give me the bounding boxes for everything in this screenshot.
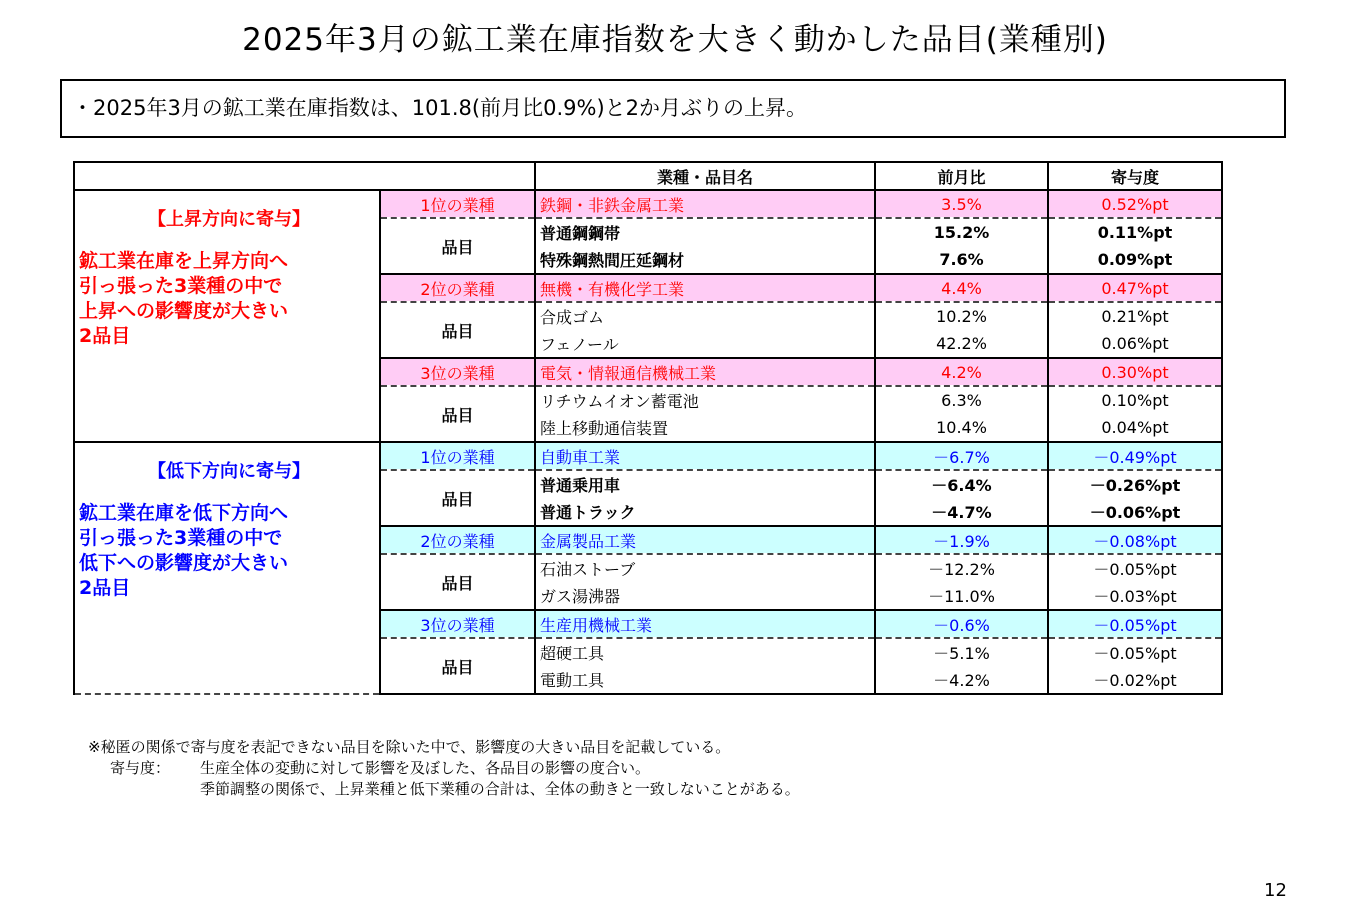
footnote-1: ※秘匿の関係で寄与度を表記できない品目を除いた中で、影響度の大きい品目を記載している。 bbox=[88, 738, 731, 756]
item-contrib: －0.05%pt bbox=[1048, 638, 1222, 666]
up-heading: 【上昇方向に寄与】 bbox=[148, 209, 310, 230]
table-row bbox=[74, 442, 1222, 470]
item-name: フェノール bbox=[535, 330, 875, 358]
up-body-line: 引っ張った3業種の中で bbox=[79, 275, 283, 297]
rank-label: 2位の業種 bbox=[380, 274, 535, 302]
items-label: 品目 bbox=[380, 218, 535, 274]
item-name: 電動工具 bbox=[535, 666, 875, 694]
item-contrib: 0.10%pt bbox=[1048, 386, 1222, 414]
down-body bbox=[79, 501, 379, 601]
down-heading: 【低下方向に寄与】 bbox=[148, 461, 310, 482]
down-description bbox=[74, 442, 380, 694]
header-contrib: 寄与度 bbox=[1048, 162, 1222, 190]
industry-contrib: 0.30%pt bbox=[1048, 358, 1222, 386]
item-name: 普通鋼鋼帯 bbox=[535, 218, 875, 246]
table-row bbox=[74, 190, 1222, 218]
industry-contrib: －0.05%pt bbox=[1048, 610, 1222, 638]
up-description bbox=[74, 190, 380, 442]
item-mom: －11.0% bbox=[875, 582, 1048, 610]
rank-label: 3位の業種 bbox=[380, 358, 535, 386]
item-mom: －6.4% bbox=[875, 470, 1048, 498]
item-contrib: －0.06%pt bbox=[1048, 498, 1222, 526]
rank-label: 2位の業種 bbox=[380, 526, 535, 554]
item-contrib: 0.21%pt bbox=[1048, 302, 1222, 330]
footnote-3: 季節調整の関係で、上昇業種と低下業種の合計は、全体の動きと一致しないことがある。 bbox=[200, 780, 800, 798]
item-contrib: 0.06%pt bbox=[1048, 330, 1222, 358]
item-name: リチウムイオン蓄電池 bbox=[535, 386, 875, 414]
industry-mom: －0.6% bbox=[875, 610, 1048, 638]
down-body-line: 2品目 bbox=[79, 577, 131, 599]
item-name: 超硬工具 bbox=[535, 638, 875, 666]
items-label: 品目 bbox=[380, 386, 535, 442]
item-name: 石油ストーブ bbox=[535, 554, 875, 582]
item-contrib: －0.26%pt bbox=[1048, 470, 1222, 498]
footnotes bbox=[88, 737, 800, 800]
rank-label: 3位の業種 bbox=[380, 610, 535, 638]
industry-contrib: 0.52%pt bbox=[1048, 190, 1222, 218]
industry-name: 自動車工業 bbox=[535, 442, 875, 470]
header-blank bbox=[74, 162, 535, 190]
page-title: 2025年3月の鉱工業在庫指数を大きく動かした品目(業種別) bbox=[242, 22, 1108, 58]
footnote-2-text: 生産全体の変動に対して影響を及ぼした、各品目の影響の度合い。 bbox=[200, 759, 651, 777]
item-mom: －12.2% bbox=[875, 554, 1048, 582]
up-body bbox=[79, 249, 379, 349]
item-mom: －4.7% bbox=[875, 498, 1048, 526]
industry-mom: 3.5% bbox=[875, 190, 1048, 218]
industry-mom: 4.2% bbox=[875, 358, 1048, 386]
rank-label: 1位の業種 bbox=[380, 442, 535, 470]
items-label: 品目 bbox=[380, 638, 535, 694]
page-number: 12 bbox=[1264, 880, 1287, 901]
items-label: 品目 bbox=[380, 302, 535, 358]
down-body-line: 鉱工業在庫を低下方向へ bbox=[79, 502, 289, 524]
items-label: 品目 bbox=[380, 554, 535, 610]
industry-name: 金属製品工業 bbox=[535, 526, 875, 554]
item-name: 普通トラック bbox=[535, 498, 875, 526]
industry-contrib: －0.08%pt bbox=[1048, 526, 1222, 554]
industry-mom: －1.9% bbox=[875, 526, 1048, 554]
industry-mom: 4.4% bbox=[875, 274, 1048, 302]
item-mom: 10.4% bbox=[875, 414, 1048, 442]
summary-box: ・2025年3月の鉱工業在庫指数は、101.8(前月比0.9%)と2か月ぶりの上昇。 bbox=[60, 79, 1286, 138]
item-contrib: －0.02%pt bbox=[1048, 666, 1222, 694]
industry-name: 鉄鋼・非鉄金属工業 bbox=[535, 190, 875, 218]
industry-name: 無機・有機化学工業 bbox=[535, 274, 875, 302]
industry-name: 生産用機械工業 bbox=[535, 610, 875, 638]
item-name: 特殊鋼熱間圧延鋼材 bbox=[535, 246, 875, 274]
item-name: ガス湯沸器 bbox=[535, 582, 875, 610]
item-name: 普通乗用車 bbox=[535, 470, 875, 498]
item-mom: 7.6% bbox=[875, 246, 1048, 274]
header-mom: 前月比 bbox=[875, 162, 1048, 190]
footnote-2-key: 寄与度： bbox=[110, 759, 171, 777]
industry-contrib: 0.47%pt bbox=[1048, 274, 1222, 302]
industry-mom: －6.7% bbox=[875, 442, 1048, 470]
footnote-2 bbox=[88, 758, 800, 779]
up-body-line: 上昇への影響度が大きい bbox=[79, 300, 289, 322]
items-label: 品目 bbox=[380, 470, 535, 526]
down-body-line: 低下への影響度が大きい bbox=[79, 552, 289, 574]
item-mom: 15.2% bbox=[875, 218, 1048, 246]
item-mom: －5.1% bbox=[875, 638, 1048, 666]
contribution-table bbox=[73, 161, 1223, 695]
down-body-line: 引っ張った3業種の中で bbox=[79, 527, 283, 549]
up-body-line: 鉱工業在庫を上昇方向へ bbox=[79, 250, 289, 272]
item-mom: 6.3% bbox=[875, 386, 1048, 414]
item-name: 陸上移動通信装置 bbox=[535, 414, 875, 442]
item-contrib: －0.05%pt bbox=[1048, 554, 1222, 582]
item-contrib: 0.04%pt bbox=[1048, 414, 1222, 442]
item-contrib: 0.09%pt bbox=[1048, 246, 1222, 274]
table-header bbox=[74, 162, 1222, 190]
item-name: 合成ゴム bbox=[535, 302, 875, 330]
item-mom: 10.2% bbox=[875, 302, 1048, 330]
item-mom: 42.2% bbox=[875, 330, 1048, 358]
rank-label: 1位の業種 bbox=[380, 190, 535, 218]
industry-name: 電気・情報通信機械工業 bbox=[535, 358, 875, 386]
item-contrib: 0.11%pt bbox=[1048, 218, 1222, 246]
item-contrib: －0.03%pt bbox=[1048, 582, 1222, 610]
industry-contrib: －0.49%pt bbox=[1048, 442, 1222, 470]
header-name: 業種・品目名 bbox=[535, 162, 875, 190]
item-mom: －4.2% bbox=[875, 666, 1048, 694]
up-body-line: 2品目 bbox=[79, 325, 131, 347]
